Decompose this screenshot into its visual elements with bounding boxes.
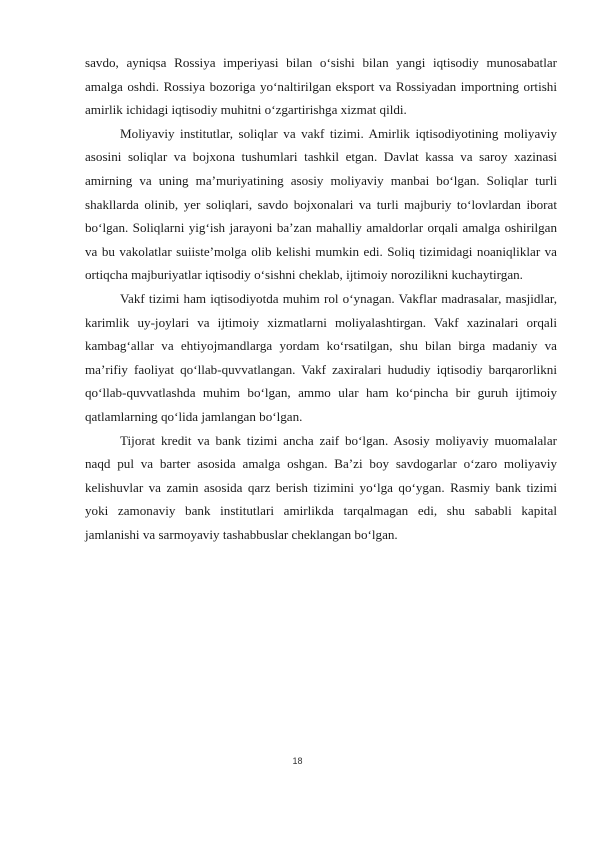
page-number: 18: [292, 756, 303, 766]
paragraph-continuation: savdo, ayniqsa Rossiya imperiyasi bilan o‘sishi bilan yangi iqtisodiy munosabatlar amalga oshdi. Rossiya bozoriga yo‘naltirilgan eksport va Rossiyadan importning ortishi amirlik ichidagi iqtisodiy muhitni o‘zgartirishga xizmat qildi.: [85, 55, 557, 118]
paragraph-credit-banking: Tijorat kredit va bank tizimi ancha zaif bo‘lgan. Asosiy moliyaviy muomalalar naqd pul va barter asosida amalga oshgan. Ba’zi boy savdogarlar o‘zaro moliyaviy kelishuvlar va zamin asosida qarz berish tizimini yo‘lga qo‘ygan. Rasmiy bank tizimi yoki zamonaviy bank institutlari amirlikda tarqalmagan edi, shu sababli kapital jamlanishi va sarmoyaviy tashabbuslar cheklangan bo‘lgan.: [85, 432, 557, 542]
paragraph-financial-institutions: Moliyaviy institutlar, soliqlar va vakf tizimi. Amirlik iqtisodiyotining moliyaviy asosini soliqlar va bojxona tushumlari tashkil etgan. Davlat kassa va saroy xazinasi amirning va uning ma’muriyatining asosiy moliyaviy manbai bo‘lgan. Soliqlar turli shakllarda olinib, yer soliqlari, savdo bojxonalari va turli majburiy to‘lovlardan iborat bo‘lgan. Soliqlarni yig‘ish jarayoni ba’zan mahalliy amaldorlar orqali amalga oshirilgan va bu vakolatlar suiiste’molga olib kelishi mumkin edi. Soliq tizimidagi noaniqliklar va ortiqcha majburiyatlar iqtisodiy o‘sishni cheklab, ijtimoiy norozilikni kuchaytirgan.: [85, 125, 557, 283]
paragraph-vakf-system: Vakf tizimi ham iqtisodiyotda muhim rol o‘ynagan. Vakflar madrasalar, masjidlar, karimlik uy-joylari va ijtimoiy xizmatlarni moliyalashtirgan. Vakf xazinalari orqali kambag‘allar va ehtiyojmandlarga yordam ko‘rsatilgan, shu bilan birga madaniy va ma’rifiy faoliyat qo‘llab-quvvatlangan. Vakf zaxiralari hududiy iqtisodiy barqarorlikni qo‘llab-quvvatlashda muhim bo‘lgan, ammo ular ham ko‘pincha bir guruh ijtimoiy qatlamlarning qo‘lida jamlangan bo‘lgan.: [85, 290, 557, 424]
body-text: [85, 51, 557, 546]
